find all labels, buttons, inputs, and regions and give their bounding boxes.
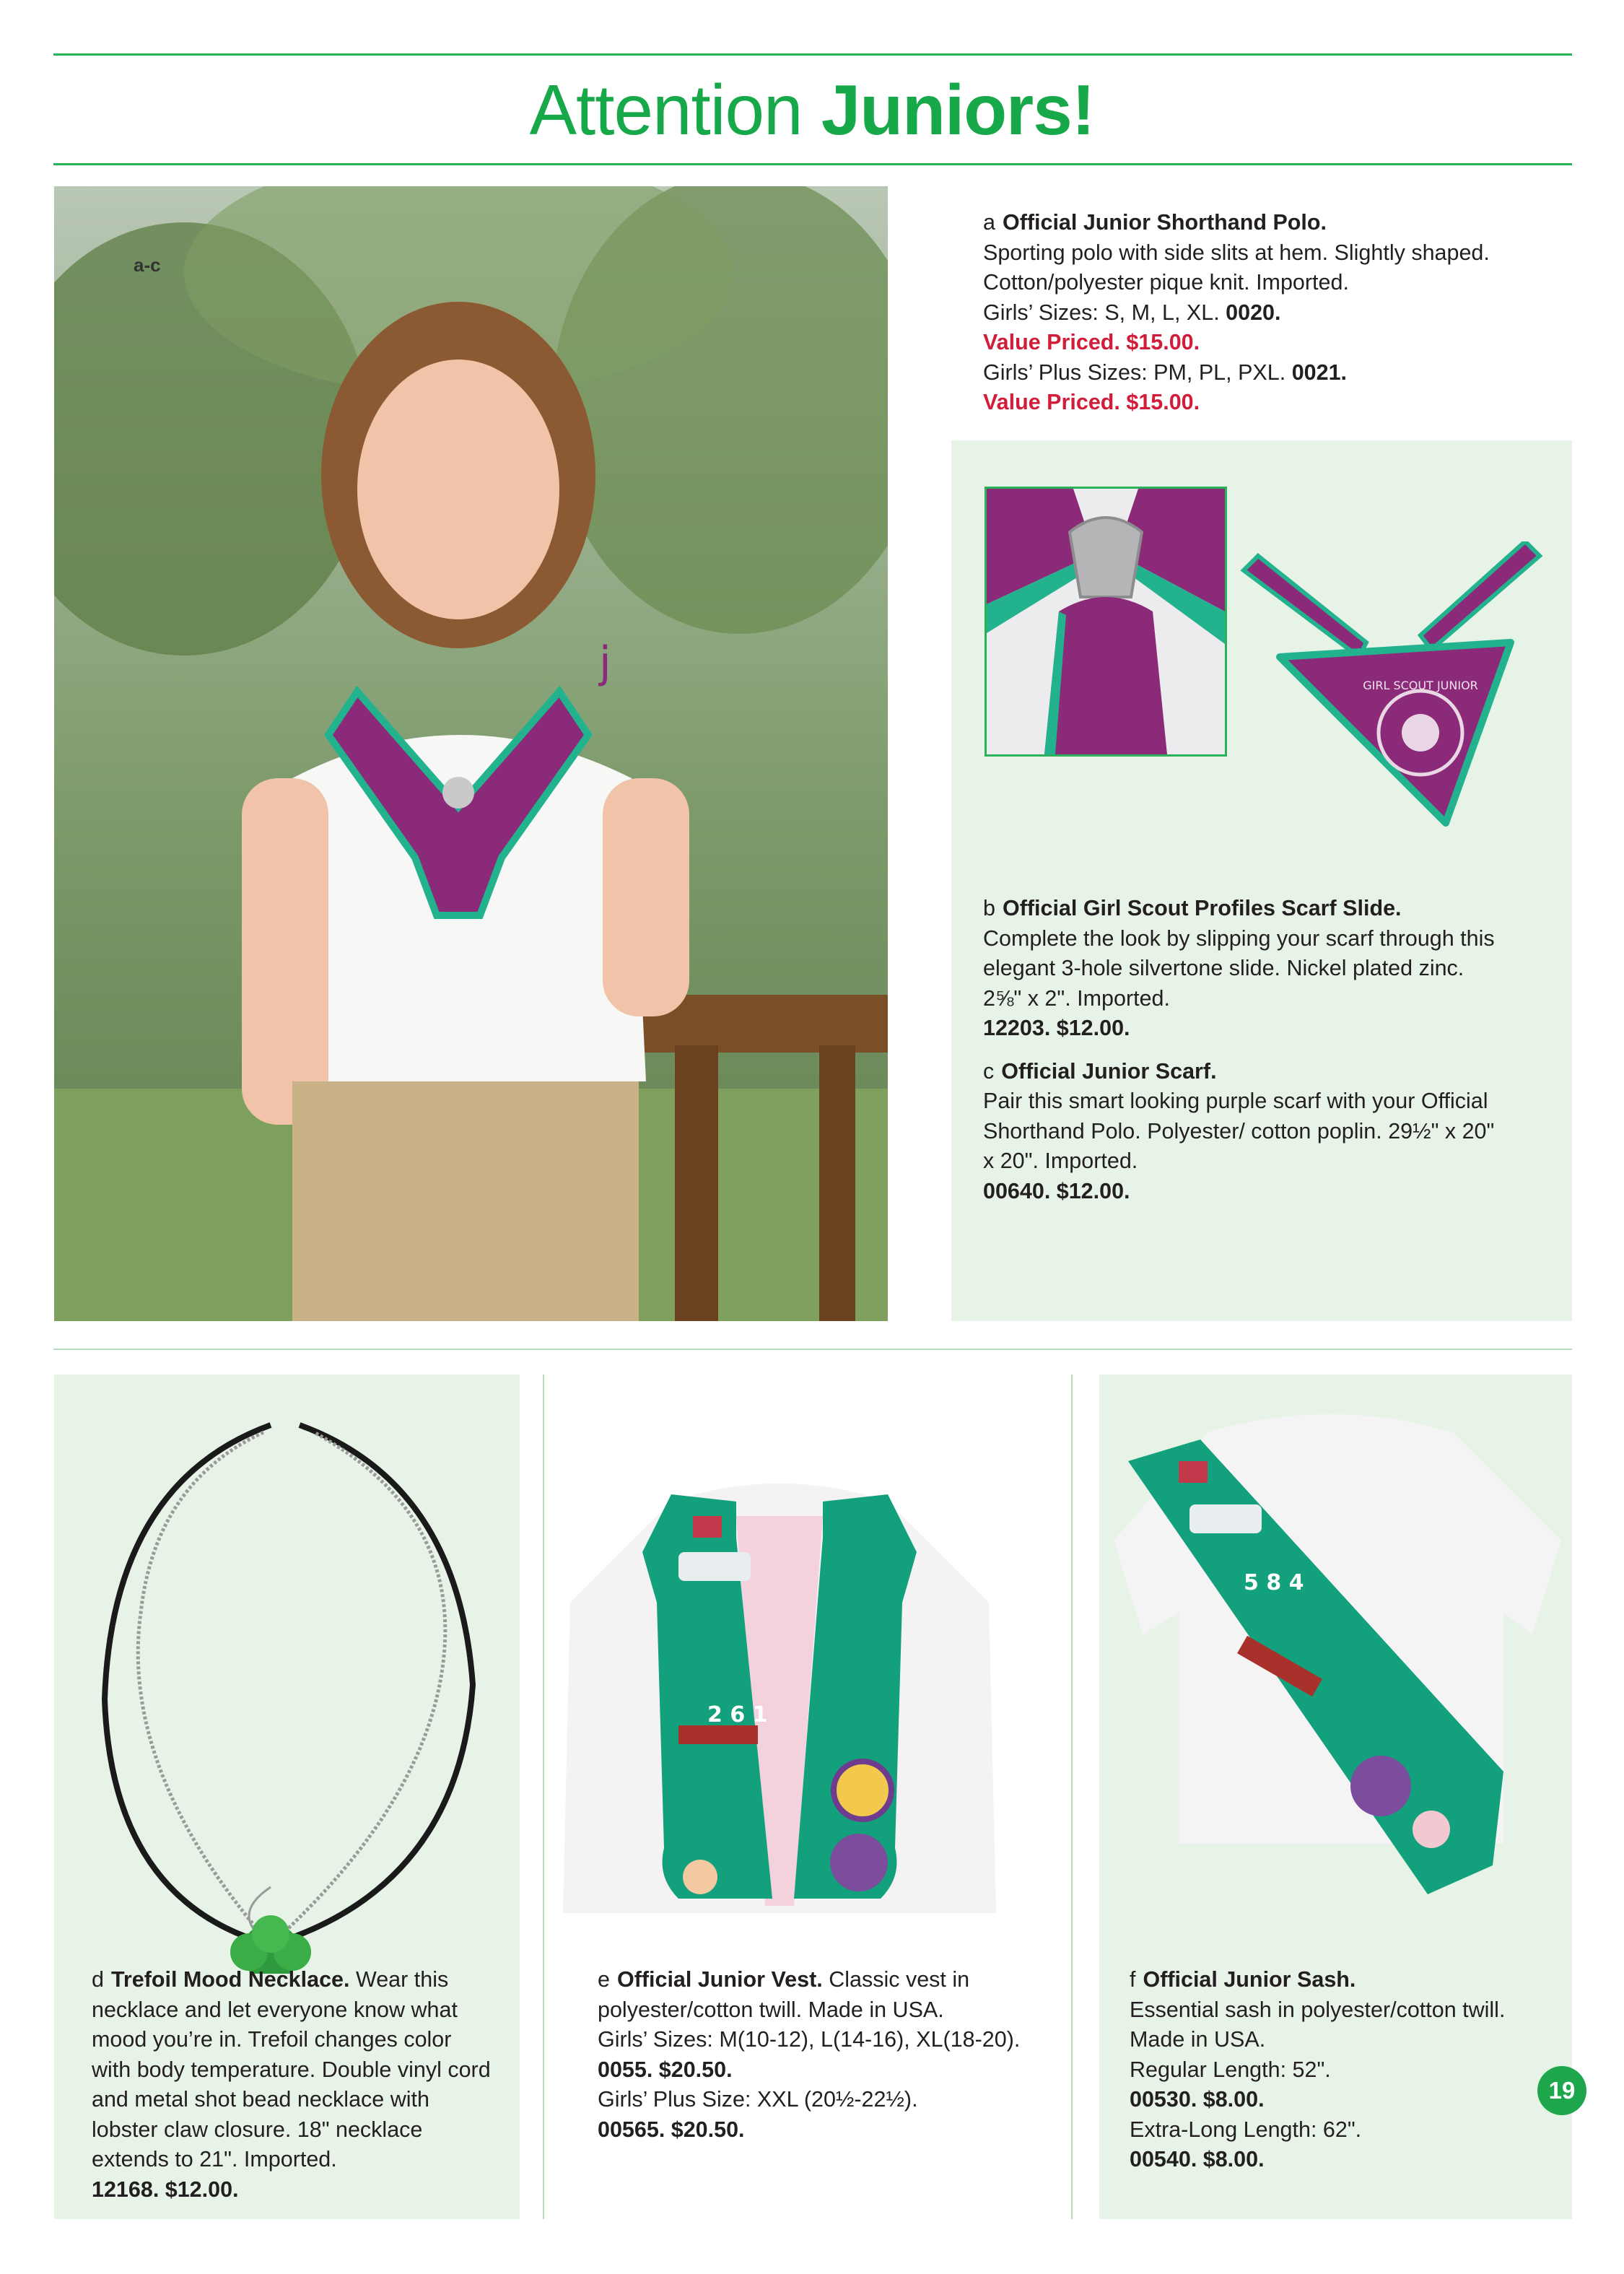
title-light: Attention [529, 70, 803, 149]
item-b-letter: b [983, 896, 995, 920]
item-e-letter: e [598, 1967, 610, 1992]
item-c-title [983, 1057, 1503, 1087]
scarf-slide-photo [985, 487, 1227, 757]
item-f-title [1130, 1965, 1548, 1995]
junior-uniform-photo [54, 186, 888, 1321]
column-divider-2 [1071, 1375, 1073, 2219]
item-f-len2: Extra-Long Length: 62". [1130, 2117, 1362, 2142]
sash-panel [1099, 1375, 1572, 2219]
item-e-name: Official Junior Vest. [616, 1967, 823, 1992]
vest-number-text: 2 6 1 [707, 1702, 768, 1728]
junior-scarf-photo [1236, 541, 1547, 852]
item-d-desc: Wear this necklace and let everyone know what mood you’re in. Trefoil changes color with body temperature. Double vinyl cord and metal shot bead necklace with lobster claw closure. 18" necklace extends to 21". Imported. [92, 1967, 491, 2171]
item-a-price2: Value Priced. $15.00. [983, 390, 1200, 414]
item-f-len1: Regular Length: 52". [1130, 2057, 1331, 2082]
title-bottom-rule [53, 163, 1572, 165]
item-d-letter: d [92, 1967, 104, 1992]
section-divider [53, 1349, 1572, 1350]
item-e-code-price1: 0055. $20.50. [598, 2057, 733, 2082]
item-e-description [598, 1965, 1023, 2145]
item-a-sizes-1 [983, 298, 1503, 328]
item-a-letter: a [983, 210, 995, 235]
item-e-size1: Girls’ Sizes: M(10-12), L(14-16), XL(18-20). [598, 2027, 1021, 2052]
item-c-desc: Pair this smart looking purple scarf with your Official Shorthand Polo. Polyester/ cotton poplin. 29½" x 20" x 20". Imported. [983, 1089, 1495, 1173]
item-a-name: Official Junior Shorthand Polo. [1002, 210, 1327, 235]
item-e-size2: Girls’ Plus Size: XXL (20½-22½). [598, 2087, 918, 2112]
item-a-code2: 0021. [1291, 360, 1348, 385]
item-c-letter: c [983, 1058, 995, 1084]
item-a-size2: Girls’ Plus Sizes: PM, PL, PXL. [983, 360, 1286, 385]
item-b-name: Official Girl Scout Profiles Scarf Slide. [1002, 896, 1402, 920]
item-a-size1: Girls’ Sizes: S, M, L, XL. [983, 300, 1220, 325]
item-b-code-price: 12203. $12.00. [983, 1016, 1130, 1040]
scarf-logo-text: GIRL SCOUT JUNIOR [1363, 679, 1478, 692]
photo-item-tag: a-c [134, 254, 161, 276]
item-f-name: Official Junior Sash. [1143, 1967, 1356, 1992]
scarf-panel [951, 440, 1572, 1321]
page-title [0, 66, 1624, 153]
sash-number-text: 5 8 4 [1244, 1570, 1304, 1595]
column-divider-1 [543, 1375, 544, 2219]
scarf-illustration [1236, 541, 1547, 852]
vest-illustration [556, 1473, 1003, 1949]
item-b-title [983, 894, 1503, 924]
item-a-sizes-2 [983, 358, 1503, 388]
top-rule [53, 53, 1572, 56]
item-c-name: Official Junior Scarf. [1001, 1058, 1217, 1084]
sash-illustration [1099, 1396, 1572, 1966]
title-bold: Juniors! [821, 70, 1095, 149]
item-a-desc: Sporting polo with side slits at hem. Slightly shaped. Cotton/polyester pique knit. Imported. [983, 240, 1490, 295]
item-e-title [598, 1965, 1023, 2025]
item-d-description [92, 1965, 496, 2205]
item-e-desc: Classic vest in polyester/cotton twill. Made in USA. [598, 1967, 970, 2022]
vest-photo [556, 1473, 1003, 1949]
item-e-code-price2: 00565. $20.50. [598, 2117, 745, 2142]
item-d-code-price: 12168. $12.00. [92, 2177, 239, 2202]
item-f-code-price1: 00530. $8.00. [1130, 2087, 1265, 2112]
polo-logo-text: j [599, 637, 611, 688]
page-number: 19 [1537, 2066, 1586, 2115]
item-d-name: Trefoil Mood Necklace. [110, 1967, 350, 1992]
item-a-code1: 0020. [1226, 300, 1281, 325]
item-f-desc: Essential sash in polyester/cotton twill. Made in USA. [1130, 1997, 1506, 2052]
item-d-text [92, 1965, 496, 2175]
item-f-code-price2: 00540. $8.00. [1130, 2147, 1265, 2171]
item-f-letter: f [1130, 1967, 1136, 1992]
item-a-description [983, 208, 1503, 418]
item-f-description [1130, 1965, 1548, 2175]
item-c-code-price: 00640. $12.00. [983, 1178, 1130, 1203]
scarf-slide-illustration [987, 489, 1225, 754]
girl-photo-illustration [54, 186, 888, 1321]
item-b-desc: Complete the look by slipping your scarf through this elegant 3-hole silvertone slide. Nickel plated zinc. 2⅝" x 2". Imported. [983, 925, 1495, 1011]
necklace-panel [54, 1375, 520, 2219]
necklace-illustration [54, 1396, 520, 1974]
item-b-description [983, 894, 1503, 1206]
item-a-title [983, 208, 1503, 238]
item-a-price1: Value Priced. $15.00. [983, 330, 1200, 354]
